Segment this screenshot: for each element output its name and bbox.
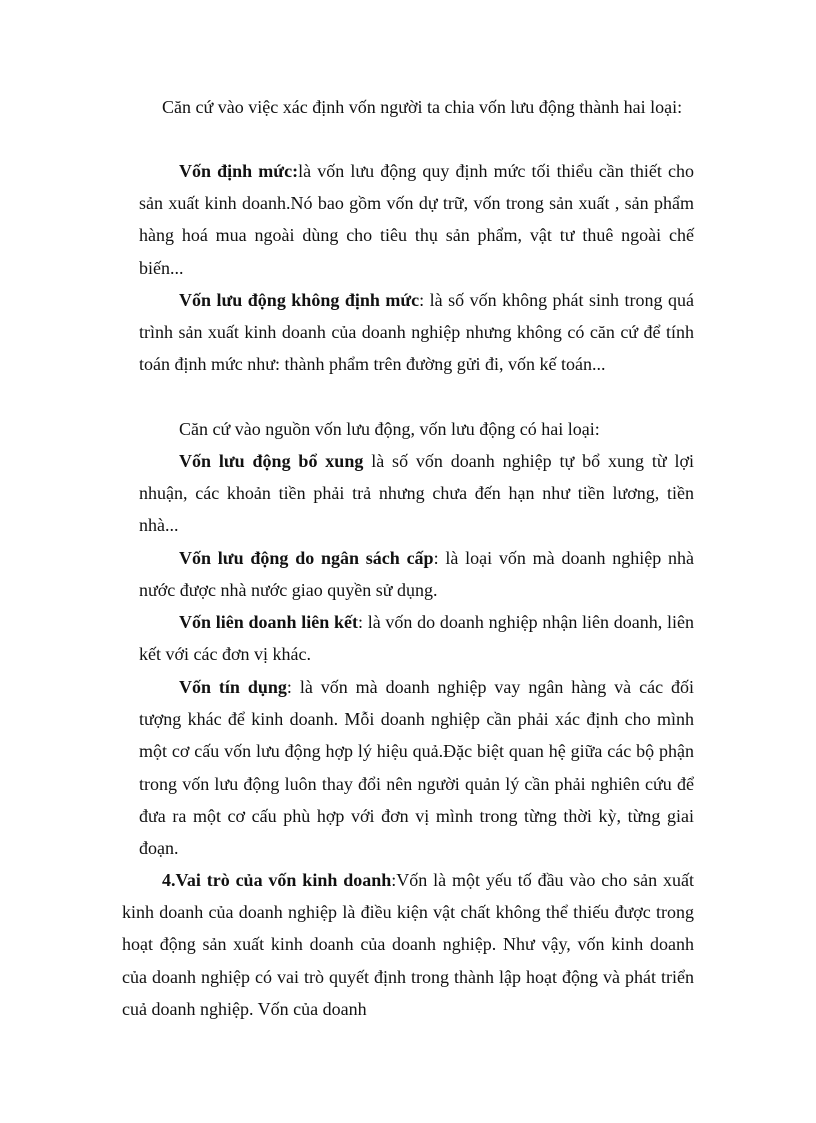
term-heading: Vốn tín dụng — [179, 677, 287, 697]
term-heading: Vốn lưu động không định mức — [179, 290, 420, 310]
paragraph-text: là số vốn doanh nghiệp tự bổ xung từ lợi nhuận, các khoản tiền phải trả nhưng chưa đến hạn như tiền lương, tiền nhà... — [139, 451, 694, 536]
term-heading: Vốn lưu động bổ xung — [179, 451, 364, 471]
paragraph-text: :Vốn là một yếu tố đầu vào cho sản xuất kinh doanh của doanh nghiệp là điều kiện vật chất không thể thiếu được trong hoạt động sản xuất kinh doanh của doanh nghiệp. Như vậy, vốn kinh doanh của doanh nghiệp có vai trò quyết định trong thành lập hoạt động và phát triển cuả doanh nghiệp. Vốn của doanh — [122, 870, 694, 1019]
paragraph-non-normative-capital — [139, 284, 694, 381]
paragraph-supplementary-capital — [139, 445, 694, 542]
paragraph-state-budget-capital — [139, 542, 694, 606]
paragraph-normative-capital — [139, 155, 694, 284]
paragraph-text: : là vốn do doanh nghiệp nhận liên doanh, liên kết với các đơn vị khác. — [139, 612, 694, 665]
paragraph-capital-classification-intro — [122, 91, 694, 123]
section-heading: 4.Vai trò của vốn kinh doanh — [162, 870, 392, 890]
paragraph-text: : là loại vốn mà doanh nghiệp nhà nước được nhà nước giao quyền sử dụng. — [139, 548, 694, 601]
term-heading: Vốn liên doanh liên kết — [179, 612, 358, 632]
paragraph-capital-source-intro — [139, 413, 694, 445]
paragraph-joint-venture-capital — [139, 606, 694, 670]
paragraph-text: : là số vốn không phát sinh trong quá trình sản xuất kinh doanh của doanh nghiệp nhưng không có căn cứ để tính toán định mức như: thành phẩm trên đường gửi đi, vốn kế toán... — [139, 290, 694, 375]
paragraph-text: Căn cứ vào việc xác định vốn người ta chia vốn lưu động thành hai loại: — [162, 97, 683, 117]
term-heading: Vốn lưu động do ngân sách cấp — [179, 548, 434, 568]
paragraph-text: là vốn lưu động quy định mức tối thiểu cần thiết cho sản xuất kinh doanh.Nó bao gồm vốn dự trữ, vốn trong sản xuất , sản phẩm hàng hoá mua ngoài dùng cho tiêu thụ sản phẩm, vật tư thuê ngoài chế biến... — [139, 161, 694, 278]
paragraph-text: Căn cứ vào nguồn vốn lưu động, vốn lưu động có hai loại: — [179, 419, 600, 439]
paragraph-credit-capital — [139, 671, 694, 864]
paragraph-role-of-business-capital — [122, 864, 694, 1025]
term-heading: Vốn định mức: — [179, 161, 299, 181]
paragraph-text: : là vốn mà doanh nghiệp vay ngân hàng và các đối tượng khác để kinh doanh. Mỗi doanh nghiệp cần phải xác định cho mình một cơ cấu vốn lưu động hợp lý hiệu quả.Đặc biệt quan hệ giữa các bộ phận trong vốn lưu động luôn thay đổi nên người quản lý cần phải nghiên cứu để đưa ra một cơ cấu phù hợp với đơn vị mình trong từng thời kỳ, từng giai đoạn. — [139, 677, 694, 859]
